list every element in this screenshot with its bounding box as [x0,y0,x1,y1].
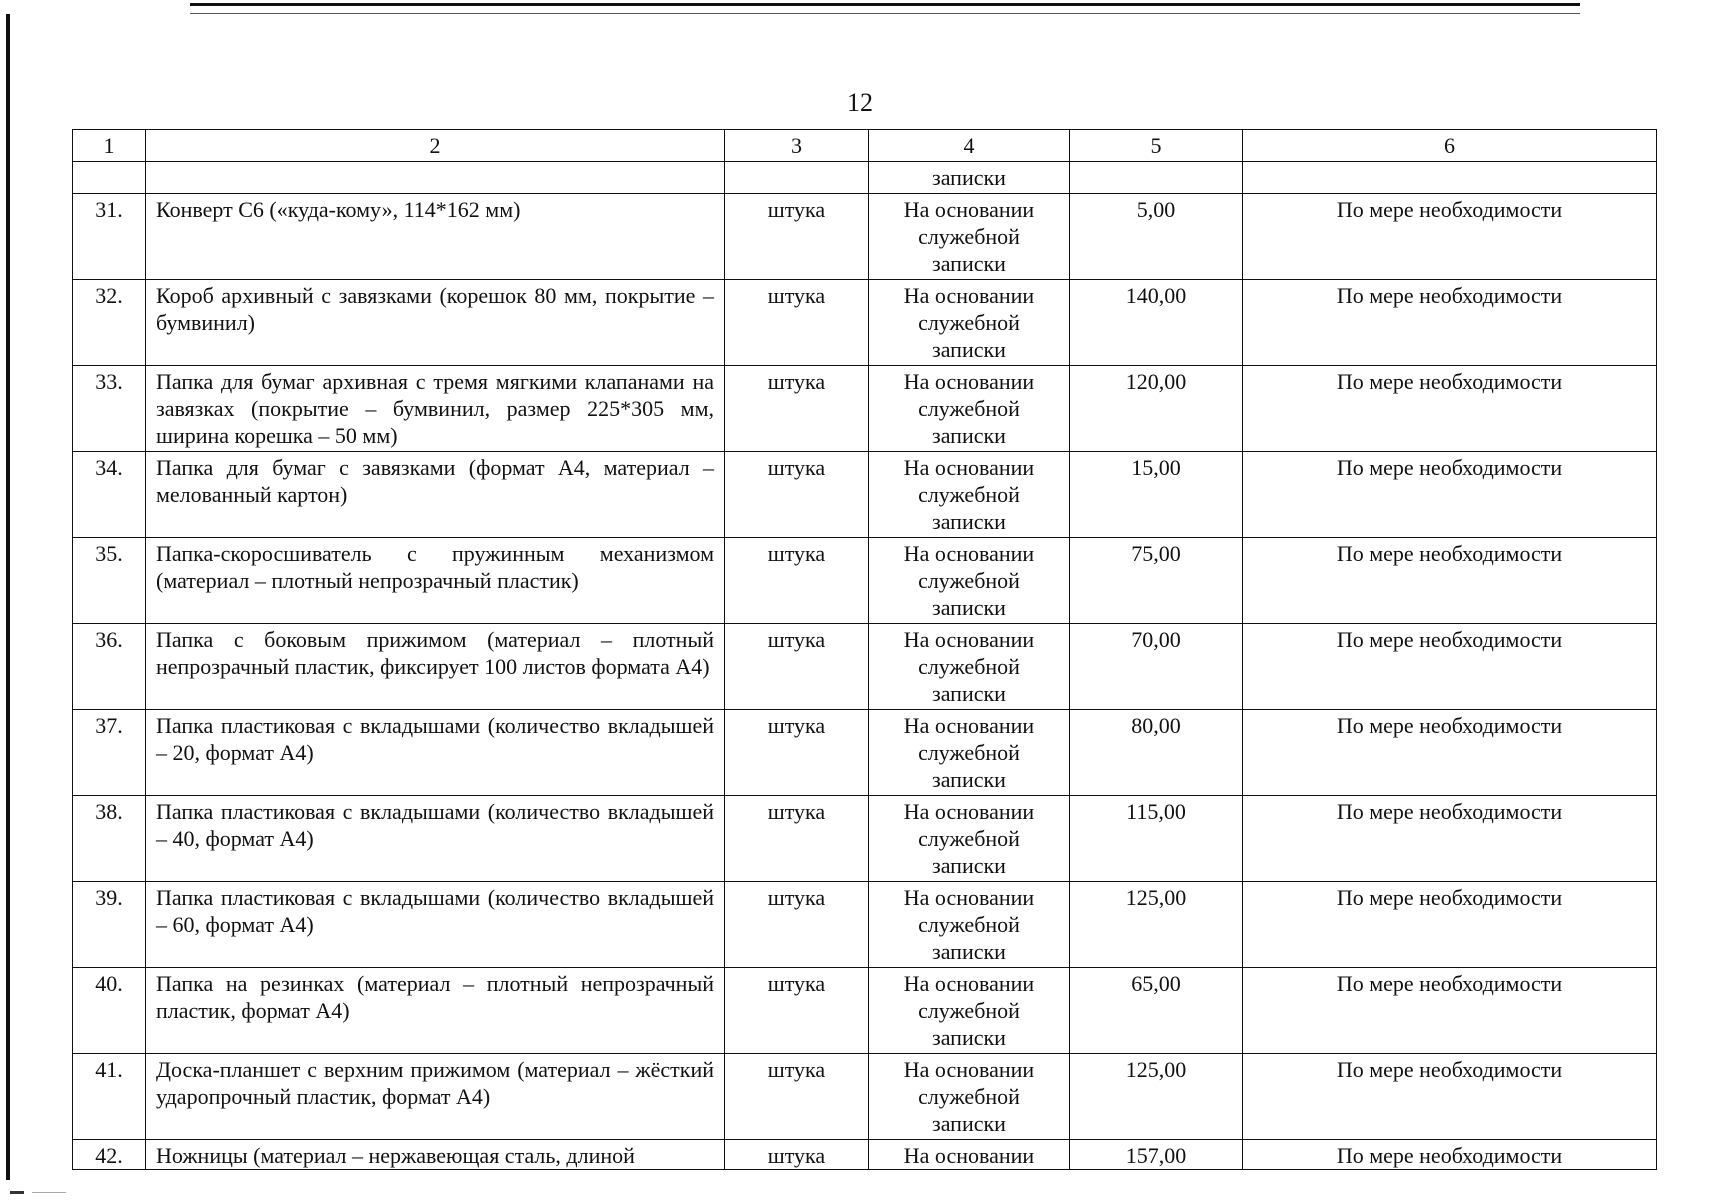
cell-price: 5,00 [1070,194,1243,280]
cell-num: 42. [73,1140,146,1170]
top-rule [190,3,1580,6]
cell-name: Конверт С6 («куда-кому», 114*162 мм) [146,194,725,280]
cell-num: 31. [73,194,146,280]
header-col-4: 4 [869,130,1070,162]
table-row [73,796,1657,882]
cell-num: 38. [73,796,146,882]
cell-price: 70,00 [1070,624,1243,710]
cell-name: Папка на резинках (материал – плотный непрозрачный пластик, формат А4) [146,968,725,1054]
scan-artifact [32,1192,66,1193]
table-row [73,1054,1657,1140]
cell-num [73,162,146,194]
cell-price: 75,00 [1070,538,1243,624]
cell-price: 120,00 [1070,366,1243,452]
cell-price: 157,00 [1070,1140,1243,1170]
cell-unit: штука [725,796,869,882]
table-row [73,710,1657,796]
cell-frequency: По мере необходимости [1243,538,1657,624]
page-number: 12 [847,88,873,117]
cell-price: 65,00 [1070,968,1243,1054]
cell-name: Папка пластиковая с вкладышами (количество вкладышей – 60, формат А4) [146,882,725,968]
cell-basis: На основании служебной записки [869,710,1070,796]
table-row [73,366,1657,452]
cell-name [146,162,725,194]
cell-num: 39. [73,882,146,968]
cell-num: 40. [73,968,146,1054]
cell-unit: штука [725,280,869,366]
table-row [73,280,1657,366]
cell-frequency: По мере необходимости [1243,452,1657,538]
cell-frequency: По мере необходимости [1243,624,1657,710]
cell-num: 37. [73,710,146,796]
cell-basis: На основании служебной записки [869,796,1070,882]
cell-unit: штука [725,1054,869,1140]
table-row [73,1140,1657,1170]
cell-name: Короб архивный с завязками (корешок 80 мм, покрытие – бумвинил) [146,280,725,366]
cell-frequency: По мере необходимости [1243,366,1657,452]
cell-name: Доска-планшет с верхним прижимом (материал – жёсткий ударопрочный пластик, формат А4) [146,1054,725,1140]
cell-unit: штука [725,538,869,624]
cell-name: Папка для бумаг архивная с тремя мягкими клапанами на завязках (покрытие – бумвинил, размер 225*305 мм, ширина корешка – 50 мм) [146,366,725,452]
cell-frequency: По мере необходимости [1243,194,1657,280]
header-col-2: 2 [146,130,725,162]
cell-num: 35. [73,538,146,624]
cell-frequency: По мере необходимости [1243,796,1657,882]
cell-frequency: По мере необходимости [1243,1140,1657,1170]
header-col-5: 5 [1070,130,1243,162]
scan-artifact [10,1191,24,1194]
cell-price: 80,00 [1070,710,1243,796]
header-col-3: 3 [725,130,869,162]
cell-frequency: По мере необходимости [1243,280,1657,366]
procurement-table [72,129,1657,1170]
cell-unit: штука [725,452,869,538]
cell-basis: На основании служебной записки [869,280,1070,366]
cell-name: Папка для бумаг с завязками (формат А4, материал – мелованный картон) [146,452,725,538]
cell-name: Ножницы (материал – нержавеющая сталь, длиной [146,1140,725,1170]
header-row [73,130,1657,162]
cell-price: 15,00 [1070,452,1243,538]
cell-price: 115,00 [1070,796,1243,882]
cell-unit: штука [725,968,869,1054]
cell-unit [725,162,869,194]
cell-basis: записки [869,162,1070,194]
cell-basis: На основании служебной записки [869,1054,1070,1140]
cell-frequency: По мере необходимости [1243,1054,1657,1140]
cell-unit: штука [725,1140,869,1170]
cell-price: 125,00 [1070,882,1243,968]
cell-unit: штука [725,710,869,796]
cell-frequency: По мере необходимости [1243,710,1657,796]
cell-basis: На основании служебной записки [869,624,1070,710]
top-rule-thin [190,13,1580,14]
cell-num: 41. [73,1054,146,1140]
cell-num: 36. [73,624,146,710]
cell-name: Папка с боковым прижимом (материал – плотный непрозрачный пластик, фиксирует 100 листов формата А4) [146,624,725,710]
cell-name: Папка пластиковая с вкладышами (количество вкладышей – 40, формат А4) [146,796,725,882]
cell-frequency: По мере необходимости [1243,968,1657,1054]
cell-name: Папка пластиковая с вкладышами (количество вкладышей – 20, формат А4) [146,710,725,796]
table-row [73,452,1657,538]
cell-basis: На основании служебной записки [869,538,1070,624]
cell-basis: На основании служебной записки [869,452,1070,538]
cell-unit: штука [725,194,869,280]
cell-price: 125,00 [1070,1054,1243,1140]
table-row [73,624,1657,710]
table-row [73,882,1657,968]
header-col-1: 1 [73,130,146,162]
cell-unit: штука [725,624,869,710]
cell-basis: На основании служебной записки [869,366,1070,452]
cell-price [1070,162,1243,194]
cell-basis: На основании служебной записки [869,968,1070,1054]
cell-frequency: По мере необходимости [1243,882,1657,968]
cell-num: 34. [73,452,146,538]
cell-num: 32. [73,280,146,366]
cell-num: 33. [73,366,146,452]
cell-unit: штука [725,366,869,452]
header-col-6: 6 [1243,130,1657,162]
cell-basis: На основании [869,1140,1070,1170]
table-row [73,538,1657,624]
cell-basis: На основании служебной записки [869,882,1070,968]
cell-basis: На основании служебной записки [869,194,1070,280]
cell-frequency [1243,162,1657,194]
cell-name: Папка-скоросшиватель с пружинным механизмом (материал – плотный непрозрачный пластик) [146,538,725,624]
table-row [73,968,1657,1054]
table-row [73,194,1657,280]
continuation-row [73,162,1657,194]
cell-unit: штука [725,882,869,968]
scan-edge-bar [6,14,10,1180]
cell-price: 140,00 [1070,280,1243,366]
